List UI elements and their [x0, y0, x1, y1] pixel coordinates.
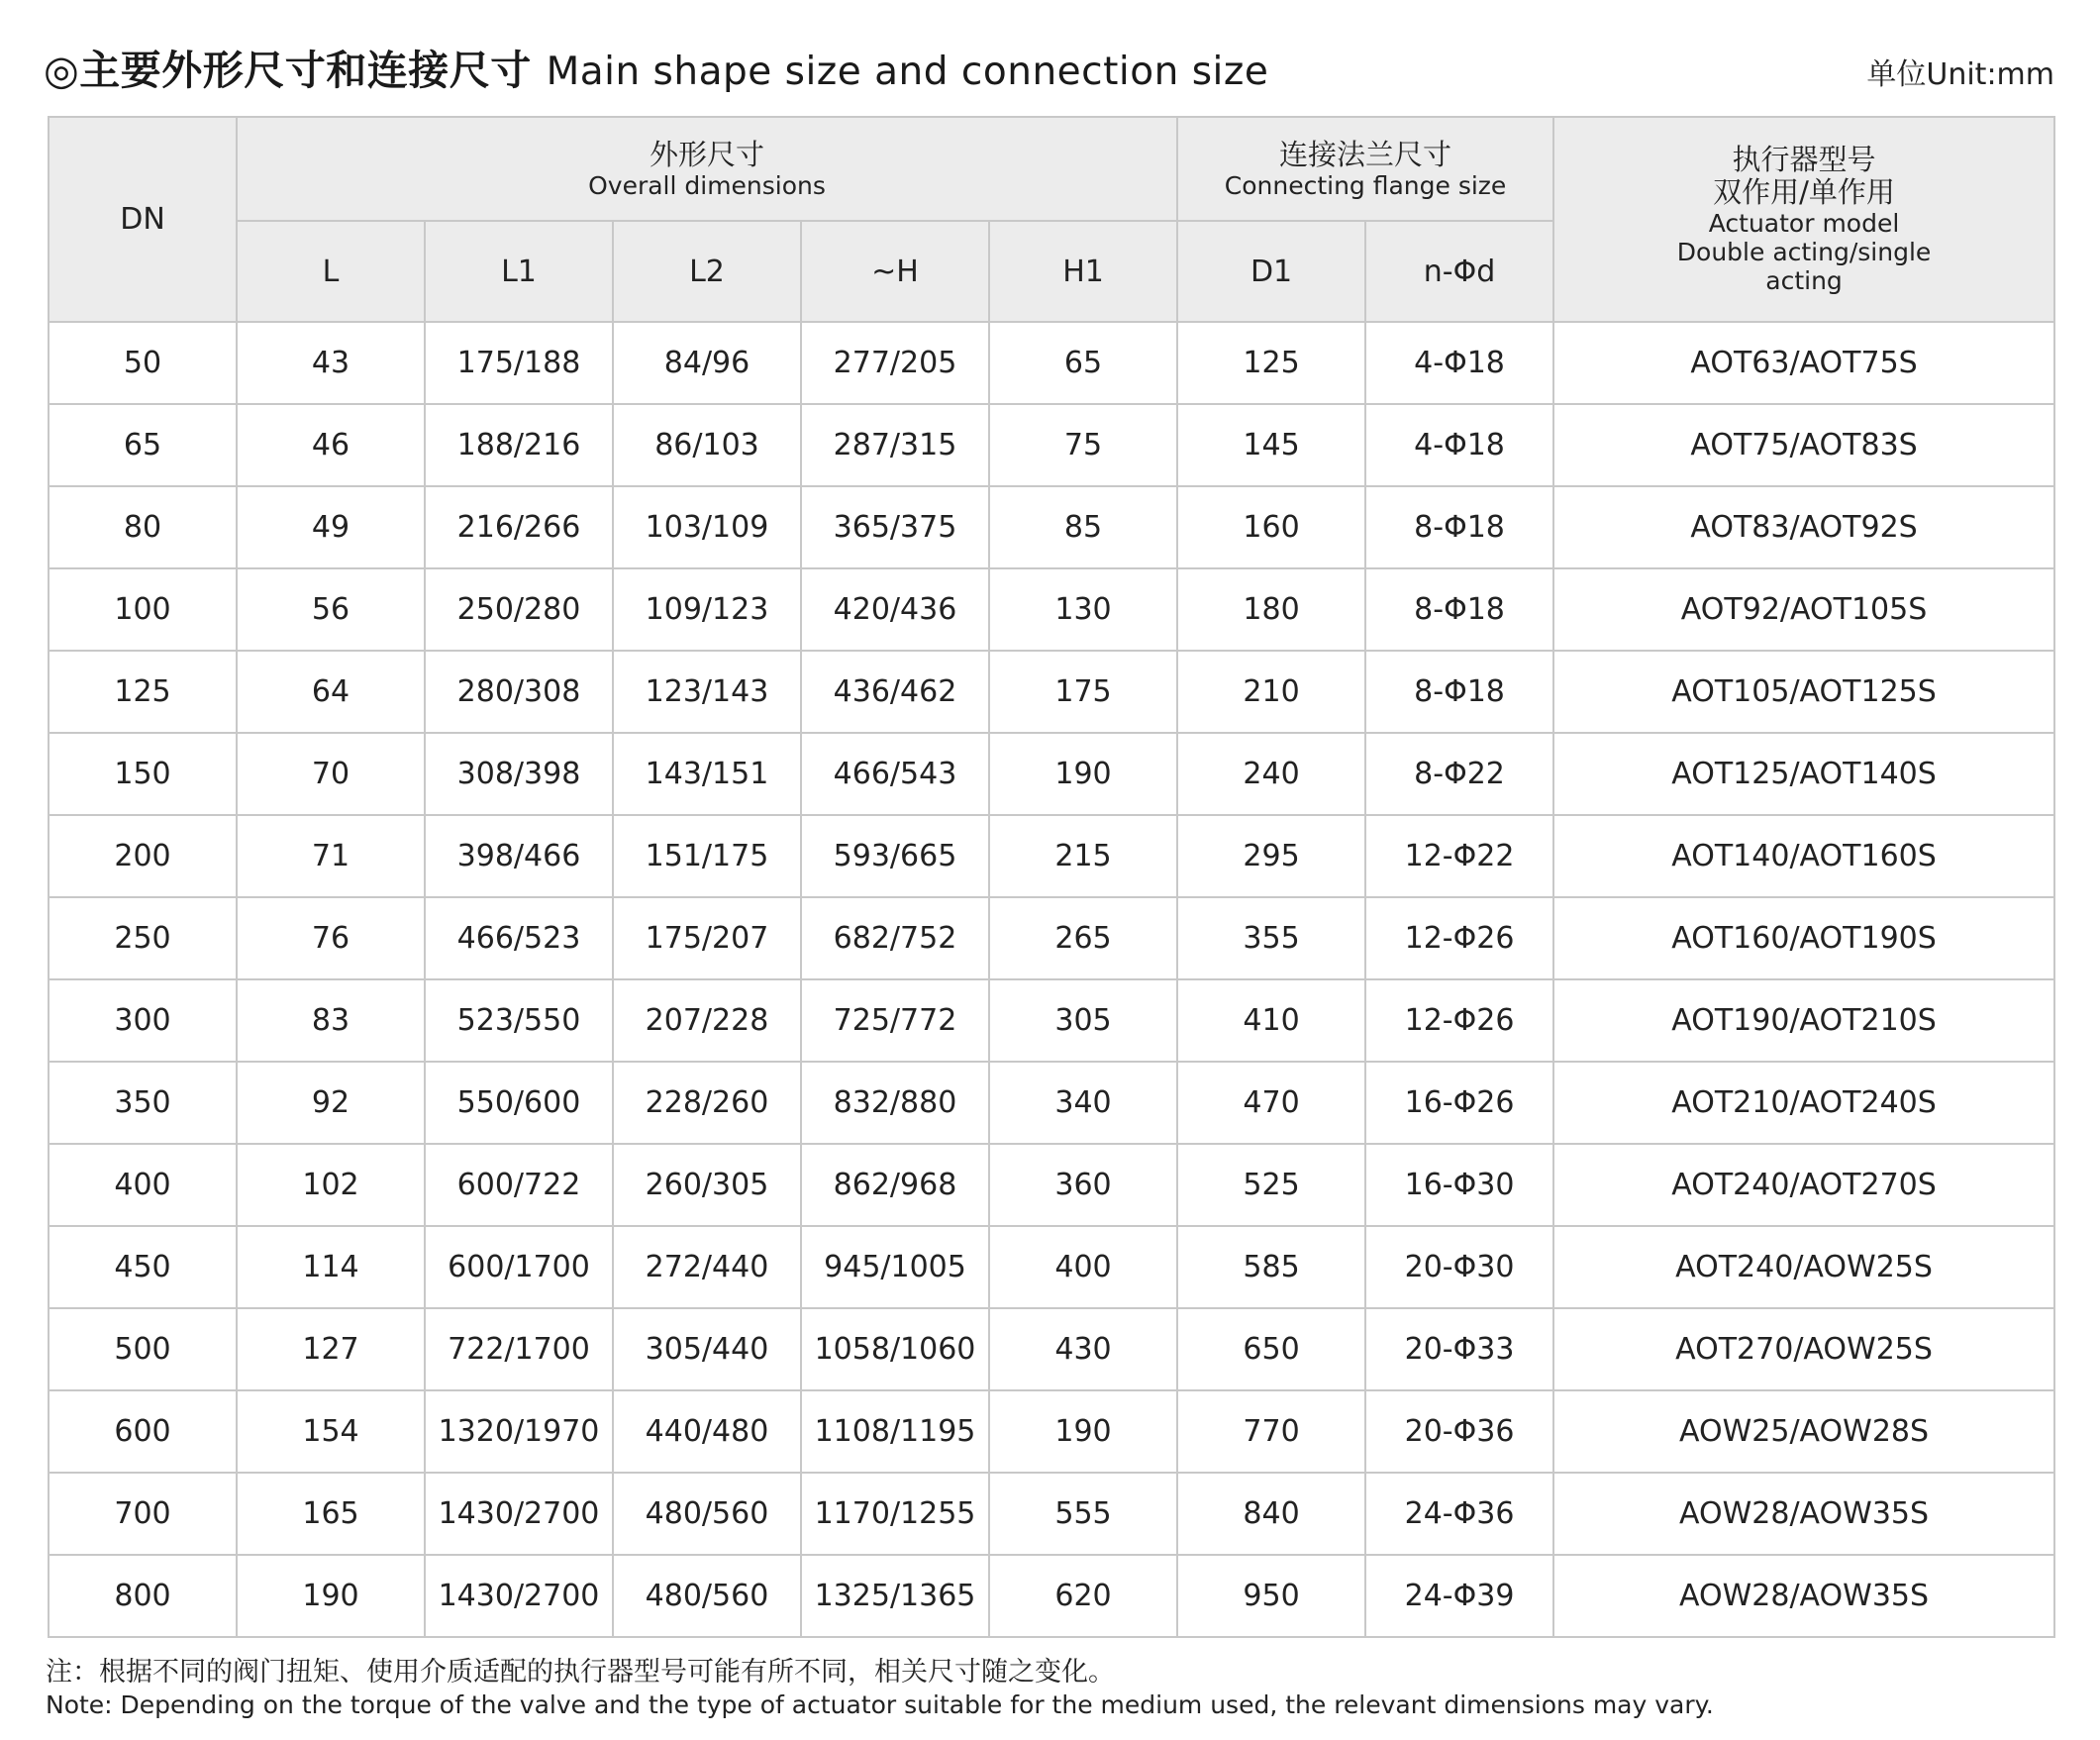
table-row — [49, 1473, 2054, 1555]
cell-l: 102 — [237, 1144, 425, 1226]
header-h: ~H — [801, 221, 989, 322]
cell-actuator-model: AOW28/AOW35S — [1553, 1473, 2054, 1555]
cell-d1: 180 — [1177, 568, 1365, 651]
cell-h1: 430 — [989, 1308, 1177, 1390]
cell-dn: 600 — [49, 1390, 237, 1473]
cell-d1: 125 — [1177, 322, 1365, 404]
cell-l2: 175/207 — [613, 897, 801, 979]
cell-h: 466/543 — [801, 733, 989, 815]
cell-n-phi-d: 4-Φ18 — [1365, 322, 1553, 404]
cell-h1: 620 — [989, 1555, 1177, 1637]
table-row — [49, 733, 2054, 815]
cell-l1: 466/523 — [425, 897, 613, 979]
cell-h1: 130 — [989, 568, 1177, 651]
page-title — [44, 38, 1268, 96]
cell-l1: 175/188 — [425, 322, 613, 404]
cell-h1: 65 — [989, 322, 1177, 404]
cell-d1: 525 — [1177, 1144, 1365, 1226]
cell-l1: 280/308 — [425, 651, 613, 733]
cell-l: 46 — [237, 404, 425, 486]
cell-n-phi-d: 20-Φ33 — [1365, 1308, 1553, 1390]
cell-actuator-model: AOW28/AOW35S — [1553, 1555, 2054, 1637]
cell-actuator-model: AOT190/AOT210S — [1553, 979, 2054, 1062]
cell-d1: 470 — [1177, 1062, 1365, 1144]
cell-l: 70 — [237, 733, 425, 815]
cell-h: 682/752 — [801, 897, 989, 979]
cell-l1: 250/280 — [425, 568, 613, 651]
header-h1: H1 — [989, 221, 1177, 322]
table-row — [49, 897, 2054, 979]
cell-n-phi-d: 8-Φ18 — [1365, 568, 1553, 651]
cell-dn: 65 — [49, 404, 237, 486]
dimension-table — [48, 116, 2055, 1638]
header-l1: L1 — [425, 221, 613, 322]
table-row — [49, 1226, 2054, 1308]
cell-l2: 480/560 — [613, 1555, 801, 1637]
cell-n-phi-d: 4-Φ18 — [1365, 404, 1553, 486]
cell-l1: 398/466 — [425, 815, 613, 897]
cell-actuator-model: AOT105/AOT125S — [1553, 651, 2054, 733]
header-overall-dimensions — [237, 117, 1177, 221]
unit-label: 单位Unit:mm — [1866, 57, 2054, 92]
cell-l2: 440/480 — [613, 1390, 801, 1473]
table-row — [49, 404, 2054, 486]
cell-dn: 150 — [49, 733, 237, 815]
title-en: Main shape size and connection size — [546, 50, 1269, 94]
cell-dn: 450 — [49, 1226, 237, 1308]
cell-h: 1058/1060 — [801, 1308, 989, 1390]
cell-l2: 109/123 — [613, 568, 801, 651]
header-flange-size — [1177, 117, 1553, 221]
cell-l2: 103/109 — [613, 486, 801, 568]
flange-zh: 连接法兰尺寸 — [1279, 137, 1452, 171]
table-row — [49, 1555, 2054, 1637]
cell-h1: 265 — [989, 897, 1177, 979]
cell-l2: 143/151 — [613, 733, 801, 815]
overall-en: Overall dimensions — [588, 170, 826, 200]
cell-n-phi-d: 20-Φ36 — [1365, 1390, 1553, 1473]
cell-dn: 200 — [49, 815, 237, 897]
cell-l: 56 — [237, 568, 425, 651]
cell-h: 725/772 — [801, 979, 989, 1062]
cell-l2: 305/440 — [613, 1308, 801, 1390]
cell-dn: 80 — [49, 486, 237, 568]
cell-dn: 500 — [49, 1308, 237, 1390]
cell-h: 832/880 — [801, 1062, 989, 1144]
cell-actuator-model: AOT92/AOT105S — [1553, 568, 2054, 651]
cell-dn: 400 — [49, 1144, 237, 1226]
cell-actuator-model: AOT270/AOW25S — [1553, 1308, 2054, 1390]
title-zh: ◎主要外形尺寸和连接尺寸 — [44, 47, 532, 94]
cell-actuator-model: AOT240/AOW25S — [1553, 1226, 2054, 1308]
cell-l: 71 — [237, 815, 425, 897]
cell-d1: 160 — [1177, 486, 1365, 568]
cell-h: 287/315 — [801, 404, 989, 486]
cell-l2: 207/228 — [613, 979, 801, 1062]
cell-h: 862/968 — [801, 1144, 989, 1226]
table-row — [49, 651, 2054, 733]
actuator-zh2: 双作用/单作用 — [1713, 175, 1895, 209]
cell-l: 154 — [237, 1390, 425, 1473]
cell-dn: 700 — [49, 1473, 237, 1555]
cell-h1: 555 — [989, 1473, 1177, 1555]
cell-n-phi-d: 8-Φ22 — [1365, 733, 1553, 815]
cell-n-phi-d: 24-Φ36 — [1365, 1473, 1553, 1555]
cell-l2: 480/560 — [613, 1473, 801, 1555]
header-l: L — [237, 221, 425, 322]
cell-h1: 175 — [989, 651, 1177, 733]
cell-d1: 240 — [1177, 733, 1365, 815]
cell-h1: 215 — [989, 815, 1177, 897]
cell-l: 83 — [237, 979, 425, 1062]
cell-actuator-model: AOT140/AOT160S — [1553, 815, 2054, 897]
cell-l2: 86/103 — [613, 404, 801, 486]
cell-n-phi-d: 12-Φ22 — [1365, 815, 1553, 897]
cell-dn: 800 — [49, 1555, 237, 1637]
cell-h: 593/665 — [801, 815, 989, 897]
cell-actuator-model: AOT240/AOT270S — [1553, 1144, 2054, 1226]
cell-d1: 650 — [1177, 1308, 1365, 1390]
table-row — [49, 979, 2054, 1062]
cell-dn: 125 — [49, 651, 237, 733]
cell-h: 436/462 — [801, 651, 989, 733]
cell-l: 92 — [237, 1062, 425, 1144]
cell-l: 43 — [237, 322, 425, 404]
cell-d1: 355 — [1177, 897, 1365, 979]
cell-d1: 770 — [1177, 1390, 1365, 1473]
cell-l1: 600/722 — [425, 1144, 613, 1226]
table-row — [49, 1390, 2054, 1473]
cell-l1: 523/550 — [425, 979, 613, 1062]
table-row — [49, 486, 2054, 568]
actuator-en3: acting — [1765, 266, 1843, 295]
cell-h1: 85 — [989, 486, 1177, 568]
table-body — [49, 322, 2054, 1637]
cell-n-phi-d: 12-Φ26 — [1365, 897, 1553, 979]
cell-l1: 1430/2700 — [425, 1473, 613, 1555]
cell-l1: 216/266 — [425, 486, 613, 568]
cell-h1: 305 — [989, 979, 1177, 1062]
cell-dn: 300 — [49, 979, 237, 1062]
cell-dn: 250 — [49, 897, 237, 979]
table-row — [49, 815, 2054, 897]
cell-n-phi-d: 20-Φ30 — [1365, 1226, 1553, 1308]
cell-l2: 272/440 — [613, 1226, 801, 1308]
note-zh: 注：根据不同的阀门扭矩、使用介质适配的执行器型号可能有所不同，相关尺寸随之变化。 — [46, 1657, 1115, 1688]
cell-h1: 190 — [989, 733, 1177, 815]
cell-h: 1170/1255 — [801, 1473, 989, 1555]
cell-actuator-model: AOT160/AOT190S — [1553, 897, 2054, 979]
cell-h: 277/205 — [801, 322, 989, 404]
cell-l2: 260/305 — [613, 1144, 801, 1226]
cell-h: 945/1005 — [801, 1226, 989, 1308]
cell-l: 165 — [237, 1473, 425, 1555]
actuator-en1: Actuator model — [1708, 209, 1900, 238]
table-row — [49, 1062, 2054, 1144]
cell-n-phi-d: 16-Φ26 — [1365, 1062, 1553, 1144]
cell-h1: 360 — [989, 1144, 1177, 1226]
cell-l2: 151/175 — [613, 815, 801, 897]
flange-en: Connecting flange size — [1224, 170, 1507, 200]
cell-l2: 228/260 — [613, 1062, 801, 1144]
cell-actuator-model: AOT75/AOT83S — [1553, 404, 2054, 486]
cell-actuator-model: AOT83/AOT92S — [1553, 486, 2054, 568]
cell-dn: 50 — [49, 322, 237, 404]
table-row — [49, 568, 2054, 651]
header-dn: DN — [49, 117, 237, 322]
cell-h: 420/436 — [801, 568, 989, 651]
cell-l: 190 — [237, 1555, 425, 1637]
cell-l1: 1320/1970 — [425, 1390, 613, 1473]
cell-dn: 350 — [49, 1062, 237, 1144]
cell-d1: 950 — [1177, 1555, 1365, 1637]
cell-l1: 188/216 — [425, 404, 613, 486]
cell-actuator-model: AOW25/AOW28S — [1553, 1390, 2054, 1473]
table-row — [49, 1144, 2054, 1226]
cell-h1: 75 — [989, 404, 1177, 486]
header-actuator-model — [1553, 117, 2054, 322]
cell-l: 76 — [237, 897, 425, 979]
cell-l: 127 — [237, 1308, 425, 1390]
cell-h1: 400 — [989, 1226, 1177, 1308]
cell-l1: 1430/2700 — [425, 1555, 613, 1637]
cell-d1: 840 — [1177, 1473, 1365, 1555]
cell-l: 64 — [237, 651, 425, 733]
cell-n-phi-d: 16-Φ30 — [1365, 1144, 1553, 1226]
header-d1: D1 — [1177, 221, 1365, 322]
actuator-zh1: 执行器型号 — [1732, 143, 1876, 176]
actuator-en2: Double acting/single — [1676, 238, 1932, 266]
cell-h1: 340 — [989, 1062, 1177, 1144]
cell-n-phi-d: 24-Φ39 — [1365, 1555, 1553, 1637]
cell-d1: 585 — [1177, 1226, 1365, 1308]
table-row — [49, 322, 2054, 404]
cell-n-phi-d: 8-Φ18 — [1365, 651, 1553, 733]
cell-l2: 123/143 — [613, 651, 801, 733]
cell-d1: 410 — [1177, 979, 1365, 1062]
cell-n-phi-d: 12-Φ26 — [1365, 979, 1553, 1062]
cell-d1: 295 — [1177, 815, 1365, 897]
cell-actuator-model: AOT210/AOT240S — [1553, 1062, 2054, 1144]
cell-actuator-model: AOT63/AOT75S — [1553, 322, 2054, 404]
cell-d1: 145 — [1177, 404, 1365, 486]
cell-l: 49 — [237, 486, 425, 568]
cell-l2: 84/96 — [613, 322, 801, 404]
cell-l1: 600/1700 — [425, 1226, 613, 1308]
cell-h1: 190 — [989, 1390, 1177, 1473]
cell-h: 1325/1365 — [801, 1555, 989, 1637]
cell-l1: 722/1700 — [425, 1308, 613, 1390]
cell-l: 114 — [237, 1226, 425, 1308]
cell-actuator-model: AOT125/AOT140S — [1553, 733, 2054, 815]
note-en: Note: Depending on the torque of the valve and the type of actuator suitable for the medium used, the relevant dimensions may vary. — [46, 1690, 1714, 1719]
cell-n-phi-d: 8-Φ18 — [1365, 486, 1553, 568]
cell-dn: 100 — [49, 568, 237, 651]
header-l2: L2 — [613, 221, 801, 322]
header-n-phi-d: n-Φd — [1365, 221, 1553, 322]
table-row — [49, 1308, 2054, 1390]
overall-zh: 外形尺寸 — [650, 137, 765, 171]
cell-h: 1108/1195 — [801, 1390, 989, 1473]
cell-h: 365/375 — [801, 486, 989, 568]
cell-l1: 550/600 — [425, 1062, 613, 1144]
cell-d1: 210 — [1177, 651, 1365, 733]
cell-l1: 308/398 — [425, 733, 613, 815]
